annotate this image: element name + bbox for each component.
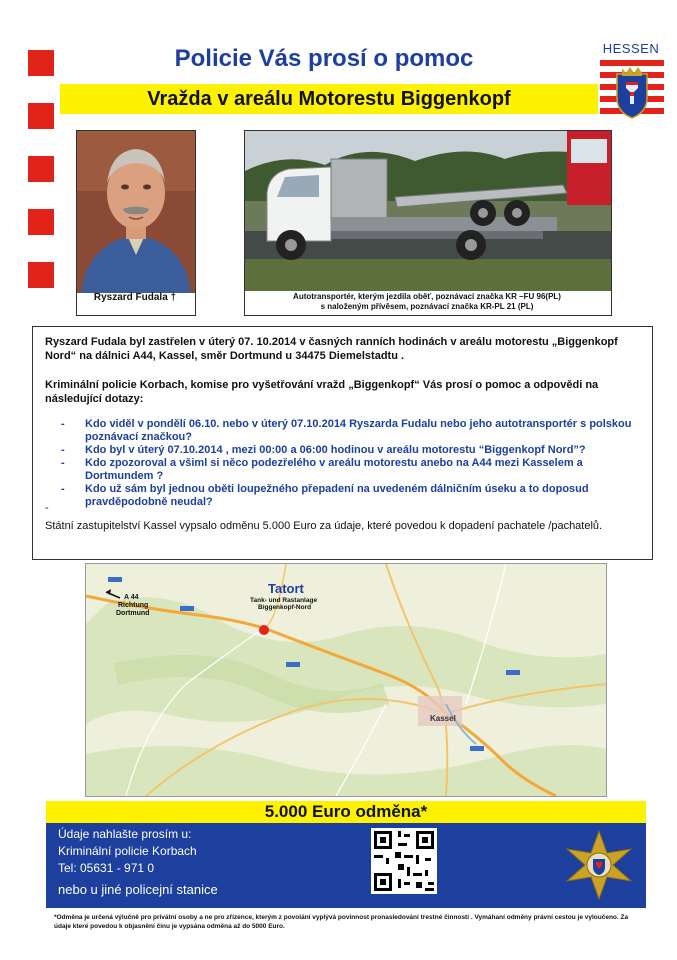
question-item: - Kdo byl v úterý 07.10.2014 , mezi 00:00 a 06:00 hodinou v areálu motorestu “Biggenkopf Nord”? [61, 444, 586, 456]
page-subtitle: Vražda v areálu Motorestu Biggenkopf [60, 84, 598, 114]
question-list [45, 418, 640, 509]
road-label: A 44 [124, 594, 139, 601]
red-square-3 [28, 156, 54, 182]
vehicle-caption-line1: Autotransportér, kterým jezdila oběť, poznávací značka KR –FU 96(PL) [293, 292, 561, 301]
question-marker: - [61, 483, 65, 495]
vehicle-caption [248, 292, 606, 312]
state-label: HESSEN [602, 41, 660, 56]
question-marker: - [61, 444, 65, 456]
case-summary: Ryszard Fudala byl zastřelen v úterý 07. 10.2014 v časných ranních hodinách v areálu motorestu „Biggenkopf Nord“ na dálnici A44, Kassel, směr Dortmund u 34475 Diemelstadtu . [45, 336, 618, 362]
contact-panel [46, 823, 646, 908]
question-item: - Kdo zpozoroval a všiml si něco podezřelého v areálu motorestu anebo na A44 mezi Kasselem a Dortmundem ? [61, 457, 583, 482]
question-marker: - [61, 418, 65, 430]
city-label: Kassel [430, 714, 456, 723]
reward-statement: Státní zastupitelství Kassel vypsalo odměnu 5.000 Euro za údaje, které povedou k dopadení pachatele /pachatelů. [45, 520, 603, 532]
victim-caption: Ryszard Fudala † [93, 292, 177, 303]
question-marker: - [61, 457, 65, 469]
reward-banner: 5.000 Euro odměna* [46, 801, 646, 823]
police-star-badge-icon [563, 829, 635, 901]
question-item: - Kdo viděl v pondělí 06.10. nebo v úterý 07.10.2014 Ryszarda Fudalu nebo jeho autotransportér s polskou poznávací značkou? [61, 418, 632, 443]
contact-agency: Kriminální policie Korbach [58, 844, 197, 858]
red-square-1 [28, 50, 54, 76]
direction-label-1: Richtung [118, 602, 149, 609]
red-square-4 [28, 209, 54, 235]
contact-intro: Údaje nahlašte prosím u: [58, 827, 192, 841]
contact-alternative: nebo u jiné policejní stanice [58, 882, 218, 897]
red-square-2 [28, 103, 54, 129]
contact-phone: Tel: 05631 - 971 0 [58, 861, 155, 875]
vehicle-photo [244, 130, 612, 316]
vehicle-caption-line2: s naloženým přívěsem, poznávací značka KR-PL 21 (PL) [320, 302, 534, 311]
page-title: Policie Vás prosí o pomoc [174, 45, 474, 72]
red-square-5 [28, 262, 54, 288]
question-item: - Kdo už sám byl jednou oběti loupežného přepadení na uvedeném dálničním úseku a to doposud pravděpodobně neudal? [61, 483, 589, 508]
direction-label-2: Dortmund [116, 610, 150, 617]
qr-code-icon[interactable] [371, 828, 437, 894]
case-info-box [32, 326, 653, 560]
appeal-intro: Kriminální policie Korbach, komise pro vyšetřování vražd „Biggenkopf“ Vás prosí o pomoc a odpovědi na následující dotazy: [45, 379, 599, 405]
separator-dash: - [45, 502, 49, 514]
crime-scene-sub1: Tank- und Rastanlage [250, 597, 318, 604]
crime-scene-label: Tatort [268, 581, 304, 596]
footnote: *Odměna je určená výlučně pro privátní osoby a ne pro zřízence, kterým z povolání vyplývá povinnost pronasledování trestné činnosti . Vymáhaní odměny právní cestou je vyloučeno. Za údaje které povedou k objasnění činu je vypsána odměna až do 5000 Euro. [54, 914, 629, 930]
victim-photo [76, 130, 196, 316]
hessen-coat-of-arms-icon [600, 60, 664, 120]
crime-scene-sub2: Biggenkopf-Nord [258, 604, 312, 611]
location-map [85, 563, 607, 797]
